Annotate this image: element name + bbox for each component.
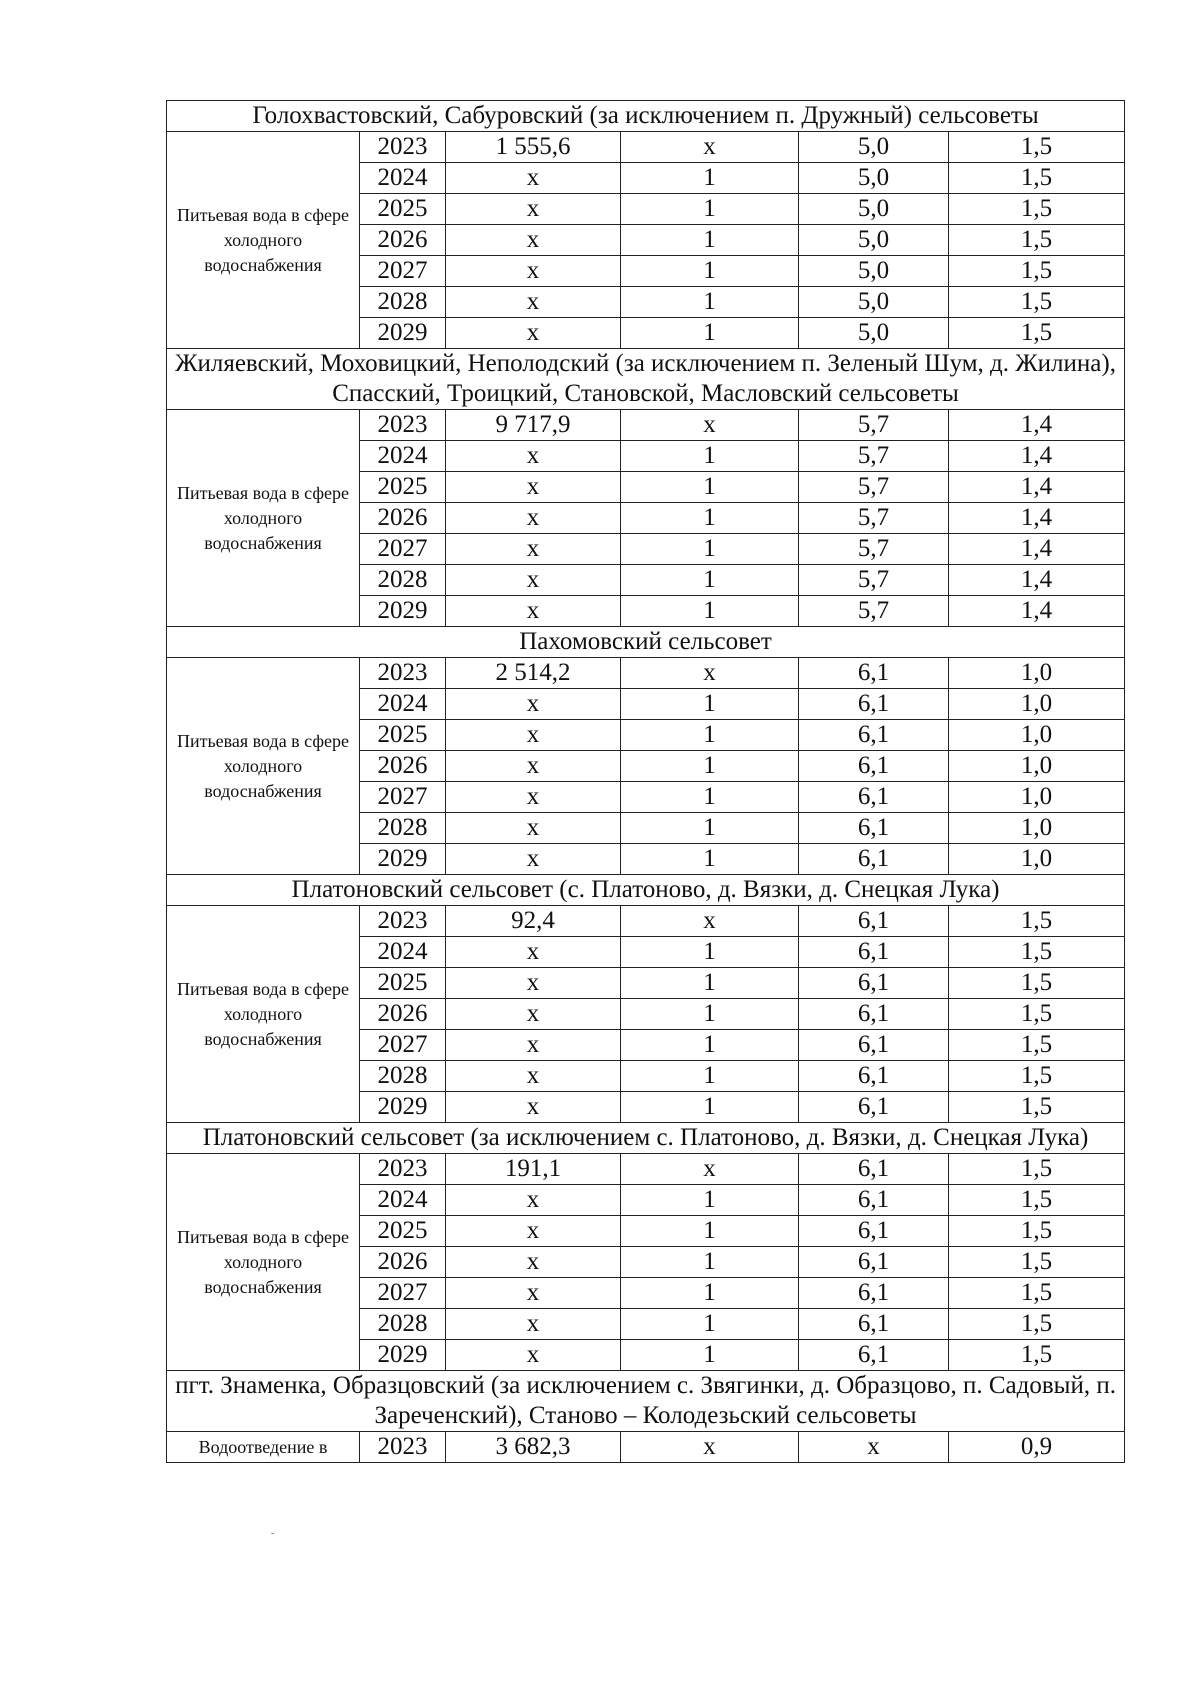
index-cell: 1 (621, 503, 799, 534)
year-cell: 2028 (360, 287, 446, 318)
tariff-table (166, 100, 1125, 1463)
year-cell: 2027 (360, 1278, 446, 1309)
share-cell: 1,5 (949, 906, 1125, 937)
rate-cell: 5,0 (799, 163, 949, 194)
rate-cell: 6,1 (799, 751, 949, 782)
share-cell: 1,4 (949, 596, 1125, 627)
share-cell: 1,0 (949, 658, 1125, 689)
volume-cell: 1 555,6 (446, 132, 621, 163)
year-cell: 2024 (360, 689, 446, 720)
share-cell: 1,5 (949, 132, 1125, 163)
table-row (167, 410, 1125, 441)
resource-label: Питьевая вода в сфере холодного водоснабжения (167, 658, 360, 875)
year-cell: 2028 (360, 1061, 446, 1092)
section-title: Жиляевский, Моховицкий, Неполодский (за исключением п. Зеленый Шум, д. Жилина), Спасский, Троицкий, Становской, Масловский сельсоветы (167, 349, 1125, 410)
year-cell: 2029 (360, 318, 446, 349)
index-cell: 1 (621, 937, 799, 968)
index-cell: 1 (621, 844, 799, 875)
section-header-row (167, 875, 1125, 906)
year-cell: 2023 (360, 410, 446, 441)
volume-cell: x (446, 472, 621, 503)
index-cell: x (621, 1432, 799, 1463)
table-row (167, 906, 1125, 937)
year-cell: 2027 (360, 256, 446, 287)
rate-cell: 6,1 (799, 1061, 949, 1092)
share-cell: 1,5 (949, 318, 1125, 349)
share-cell: 1,0 (949, 689, 1125, 720)
rate-cell: 6,1 (799, 1309, 949, 1340)
section-title: Платоновский сельсовет (за исключением с. Платоново, д. Вязки, д. Снецкая Лука) (167, 1123, 1125, 1154)
volume-cell: x (446, 937, 621, 968)
rate-cell: 5,0 (799, 256, 949, 287)
volume-cell: x (446, 534, 621, 565)
volume-cell: x (446, 782, 621, 813)
index-cell: 1 (621, 194, 799, 225)
share-cell: 1,5 (949, 1030, 1125, 1061)
year-cell: 2026 (360, 503, 446, 534)
table-row (167, 1432, 1125, 1463)
section-header-row (167, 1123, 1125, 1154)
volume-cell: x (446, 813, 621, 844)
index-cell: 1 (621, 596, 799, 627)
share-cell: 1,5 (949, 287, 1125, 318)
rate-cell: 6,1 (799, 968, 949, 999)
volume-cell: x (446, 999, 621, 1030)
year-cell: 2024 (360, 1185, 446, 1216)
year-cell: 2027 (360, 1030, 446, 1061)
year-cell: 2027 (360, 782, 446, 813)
rate-cell: 5,7 (799, 534, 949, 565)
rate-cell: 6,1 (799, 1247, 949, 1278)
section-title: пгт. Знаменка, Образцовский (за исключением с. Звягинки, д. Образцово, п. Садовый, п. Зареченский), Станово – Колодезьский сельсоветы (167, 1371, 1125, 1432)
share-cell: 1,5 (949, 1216, 1125, 1247)
section-title: Пахомовский сельсовет (167, 627, 1125, 658)
rate-cell: 6,1 (799, 937, 949, 968)
volume-cell: 3 682,3 (446, 1432, 621, 1463)
year-cell: 2029 (360, 844, 446, 875)
rate-cell: 6,1 (799, 999, 949, 1030)
rate-cell: 5,7 (799, 472, 949, 503)
rate-cell: 6,1 (799, 689, 949, 720)
share-cell: 1,5 (949, 163, 1125, 194)
share-cell: 1,5 (949, 225, 1125, 256)
volume-cell: x (446, 503, 621, 534)
index-cell: 1 (621, 1061, 799, 1092)
rate-cell: 6,1 (799, 906, 949, 937)
year-cell: 2028 (360, 813, 446, 844)
year-cell: 2023 (360, 1432, 446, 1463)
share-cell: 1,5 (949, 999, 1125, 1030)
year-cell: 2025 (360, 720, 446, 751)
rate-cell: 5,7 (799, 503, 949, 534)
year-cell: 2023 (360, 1154, 446, 1185)
share-cell: 1,5 (949, 1247, 1125, 1278)
volume-cell: x (446, 287, 621, 318)
share-cell: 1,5 (949, 1154, 1125, 1185)
rate-cell: 6,1 (799, 1154, 949, 1185)
rate-cell: 6,1 (799, 1185, 949, 1216)
rate-cell: 5,7 (799, 565, 949, 596)
year-cell: 2025 (360, 194, 446, 225)
rate-cell: 6,1 (799, 813, 949, 844)
volume-cell: x (446, 1247, 621, 1278)
year-cell: 2024 (360, 937, 446, 968)
share-cell: 1,5 (949, 194, 1125, 225)
rate-cell: 5,0 (799, 287, 949, 318)
volume-cell: x (446, 318, 621, 349)
share-cell: 1,4 (949, 410, 1125, 441)
section-header-row (167, 1371, 1125, 1432)
year-cell: 2029 (360, 1340, 446, 1371)
volume-cell: 191,1 (446, 1154, 621, 1185)
index-cell: x (621, 906, 799, 937)
volume-cell: x (446, 689, 621, 720)
index-cell: x (621, 132, 799, 163)
rate-cell: 6,1 (799, 1030, 949, 1061)
resource-label: Питьевая вода в сфере холодного водоснабжения (167, 410, 360, 627)
index-cell: 1 (621, 1216, 799, 1247)
share-cell: 1,0 (949, 782, 1125, 813)
section-header-row (167, 627, 1125, 658)
index-cell: 1 (621, 534, 799, 565)
volume-cell: x (446, 751, 621, 782)
index-cell: 1 (621, 318, 799, 349)
share-cell: 1,4 (949, 441, 1125, 472)
table-body (167, 101, 1125, 1463)
share-cell: 1,5 (949, 1309, 1125, 1340)
share-cell: 1,5 (949, 256, 1125, 287)
year-cell: 2023 (360, 132, 446, 163)
volume-cell: x (446, 565, 621, 596)
share-cell: 1,5 (949, 1185, 1125, 1216)
volume-cell: x (446, 225, 621, 256)
index-cell: 1 (621, 813, 799, 844)
index-cell: 1 (621, 751, 799, 782)
section-header-row (167, 349, 1125, 410)
index-cell: 1 (621, 782, 799, 813)
rate-cell: 5,7 (799, 410, 949, 441)
volume-cell: x (446, 1216, 621, 1247)
year-cell: 2026 (360, 225, 446, 256)
share-cell: 1,4 (949, 534, 1125, 565)
share-cell: 1,0 (949, 751, 1125, 782)
volume-cell: x (446, 163, 621, 194)
resource-label: Питьевая вода в сфере холодного водоснабжения (167, 906, 360, 1123)
year-cell: 2025 (360, 1216, 446, 1247)
rate-cell: x (799, 1432, 949, 1463)
resource-label: Водоотведение в (167, 1432, 360, 1463)
volume-cell: x (446, 1185, 621, 1216)
volume-cell: x (446, 1278, 621, 1309)
year-cell: 2024 (360, 441, 446, 472)
share-cell: 0,9 (949, 1432, 1125, 1463)
year-cell: 2027 (360, 534, 446, 565)
index-cell: 1 (621, 1247, 799, 1278)
volume-cell: x (446, 720, 621, 751)
index-cell: 1 (621, 1340, 799, 1371)
index-cell: 1 (621, 689, 799, 720)
share-cell: 1,5 (949, 1340, 1125, 1371)
volume-cell: x (446, 596, 621, 627)
rate-cell: 5,0 (799, 132, 949, 163)
share-cell: 1,5 (949, 1092, 1125, 1123)
resource-label: Питьевая вода в сфере холодного водоснабжения (167, 1154, 360, 1371)
share-cell: 1,4 (949, 472, 1125, 503)
share-cell: 1,4 (949, 503, 1125, 534)
index-cell: 1 (621, 1030, 799, 1061)
year-cell: 2028 (360, 1309, 446, 1340)
rate-cell: 5,0 (799, 194, 949, 225)
rate-cell: 6,1 (799, 1340, 949, 1371)
year-cell: 2026 (360, 1247, 446, 1278)
volume-cell: x (446, 1030, 621, 1061)
volume-cell: x (446, 1340, 621, 1371)
section-header-row (167, 101, 1125, 132)
year-cell: 2028 (360, 565, 446, 596)
share-cell: 1,0 (949, 720, 1125, 751)
table-row (167, 658, 1125, 689)
volume-cell: 9 717,9 (446, 410, 621, 441)
rate-cell: 5,7 (799, 441, 949, 472)
year-cell: 2023 (360, 658, 446, 689)
section-title: Голохвастовский, Сабуровский (за исключением п. Дружный) сельсоветы (167, 101, 1125, 132)
share-cell: 1,0 (949, 813, 1125, 844)
volume-cell: x (446, 441, 621, 472)
rate-cell: 6,1 (799, 658, 949, 689)
volume-cell: x (446, 256, 621, 287)
year-cell: 2026 (360, 751, 446, 782)
rate-cell: 5,0 (799, 225, 949, 256)
rate-cell: 6,1 (799, 1278, 949, 1309)
index-cell: 1 (621, 1278, 799, 1309)
index-cell: 1 (621, 1185, 799, 1216)
index-cell: 1 (621, 163, 799, 194)
index-cell: x (621, 410, 799, 441)
rate-cell: 6,1 (799, 844, 949, 875)
share-cell: 1,4 (949, 565, 1125, 596)
index-cell: 1 (621, 225, 799, 256)
year-cell: 2024 (360, 163, 446, 194)
volume-cell: x (446, 844, 621, 875)
index-cell: 1 (621, 720, 799, 751)
rate-cell: 6,1 (799, 1092, 949, 1123)
year-cell: 2029 (360, 1092, 446, 1123)
year-cell: 2026 (360, 999, 446, 1030)
volume-cell: x (446, 1309, 621, 1340)
index-cell: x (621, 658, 799, 689)
section-title: Платоновский сельсовет (с. Платоново, д. Вязки, д. Снецкая Лука) (167, 875, 1125, 906)
index-cell: 1 (621, 256, 799, 287)
share-cell: 1,5 (949, 968, 1125, 999)
year-cell: 2025 (360, 472, 446, 503)
index-cell: x (621, 1154, 799, 1185)
scan-speck: ˘ (271, 1532, 275, 1543)
year-cell: 2025 (360, 968, 446, 999)
index-cell: 1 (621, 287, 799, 318)
index-cell: 1 (621, 968, 799, 999)
rate-cell: 6,1 (799, 1216, 949, 1247)
year-cell: 2023 (360, 906, 446, 937)
table-row (167, 132, 1125, 163)
rate-cell: 6,1 (799, 720, 949, 751)
volume-cell: x (446, 968, 621, 999)
volume-cell: 2 514,2 (446, 658, 621, 689)
volume-cell: 92,4 (446, 906, 621, 937)
volume-cell: x (446, 194, 621, 225)
index-cell: 1 (621, 1092, 799, 1123)
share-cell: 1,5 (949, 1278, 1125, 1309)
index-cell: 1 (621, 1309, 799, 1340)
rate-cell: 5,0 (799, 318, 949, 349)
index-cell: 1 (621, 441, 799, 472)
rate-cell: 6,1 (799, 782, 949, 813)
table-row (167, 1154, 1125, 1185)
document-page (166, 100, 1124, 1463)
volume-cell: x (446, 1092, 621, 1123)
volume-cell: x (446, 1061, 621, 1092)
share-cell: 1,0 (949, 844, 1125, 875)
resource-label: Питьевая вода в сфере холодного водоснабжения (167, 132, 360, 349)
index-cell: 1 (621, 999, 799, 1030)
share-cell: 1,5 (949, 937, 1125, 968)
year-cell: 2029 (360, 596, 446, 627)
index-cell: 1 (621, 565, 799, 596)
index-cell: 1 (621, 472, 799, 503)
rate-cell: 5,7 (799, 596, 949, 627)
share-cell: 1,5 (949, 1061, 1125, 1092)
